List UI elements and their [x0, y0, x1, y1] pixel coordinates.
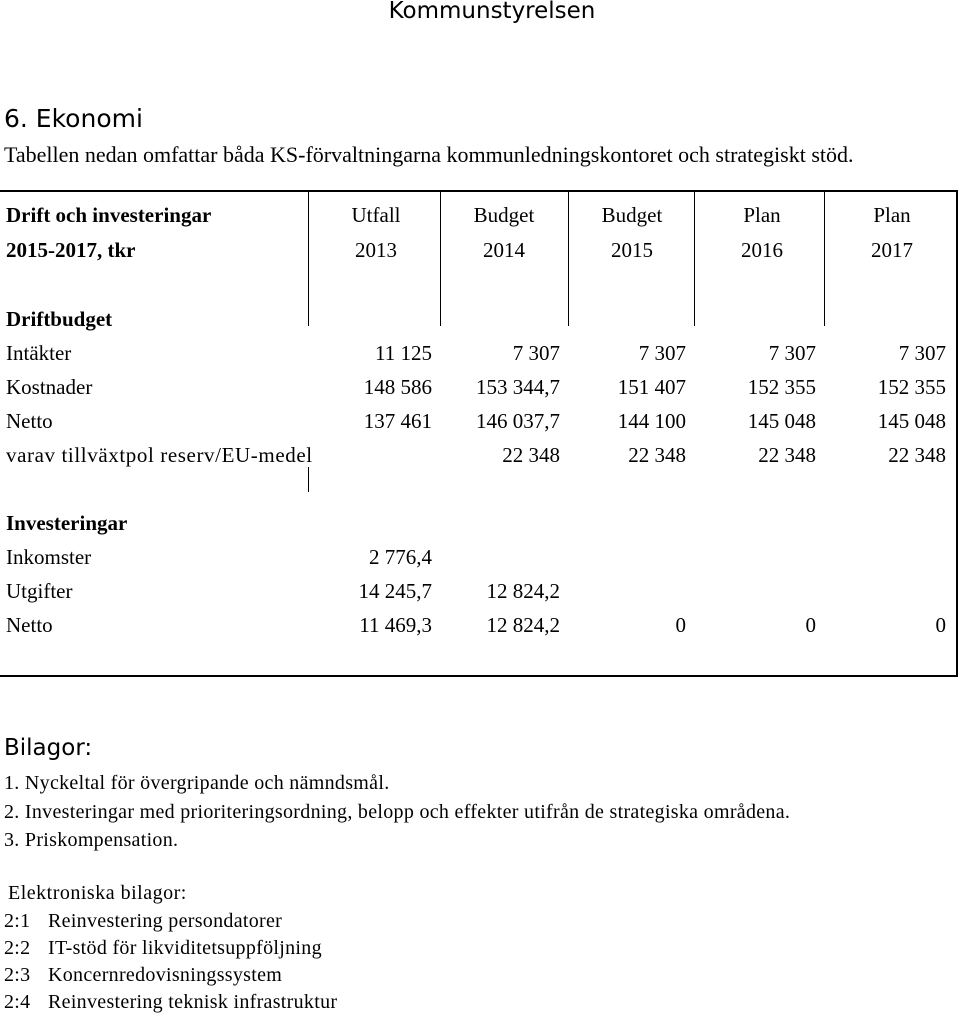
table-cell: 151 407 — [617, 375, 686, 399]
electronic-appendix-item — [4, 964, 282, 987]
table-cell: 137 461 — [363, 409, 432, 433]
item-text: Reinvestering persondatorer — [48, 910, 283, 932]
table-cell: 148 586 — [363, 375, 432, 399]
column-header-year: 2014 — [483, 238, 525, 262]
item-number: 2:4 — [4, 991, 31, 1013]
table-cell: 22 348 — [502, 443, 560, 467]
electronic-appendix-item — [4, 910, 282, 933]
table-cell: 7 307 — [768, 341, 816, 365]
column-divider — [440, 192, 441, 326]
row-label: Utgifter — [6, 579, 73, 603]
column-divider — [694, 192, 695, 326]
row-label: Intäkter — [6, 341, 72, 365]
column-header: Utfall — [351, 203, 401, 227]
column-header-year: 2017 — [871, 238, 913, 262]
table-cell: 152 355 — [747, 375, 816, 399]
row-label: Netto — [6, 613, 53, 637]
item-number: 2:3 — [4, 964, 31, 986]
section-intro: Tabellen nedan omfattar båda KS-förvaltningarna kommunledningskontoret och strategiskt stöd. — [4, 142, 854, 167]
electronic-appendix-item — [4, 937, 322, 960]
table-cell: 145 048 — [877, 409, 946, 433]
budget-table — [0, 190, 958, 677]
appendix-heading: Bilagor: — [4, 735, 93, 761]
table-cell: 22 348 — [888, 443, 946, 467]
table-title-line2: 2015-2017, tkr — [6, 238, 136, 262]
column-header-year: 2013 — [355, 238, 397, 262]
table-title-line1: Drift och investeringar — [6, 203, 212, 227]
table-cell: 0 — [805, 613, 816, 637]
table-cell: 12 824,2 — [486, 613, 560, 637]
column-divider — [308, 467, 309, 492]
table-cell: 0 — [935, 613, 946, 637]
column-divider — [824, 192, 825, 326]
item-text: IT-stöd för likviditetsuppföljning — [48, 937, 322, 959]
table-cell: 22 348 — [758, 443, 816, 467]
column-divider — [308, 192, 309, 326]
table-cell: 145 048 — [747, 409, 816, 433]
section-heading: 6. Ekonomi — [4, 104, 143, 133]
row-label: varav tillväxtpol reserv/EU-medel — [6, 443, 313, 467]
table-cell: 144 100 — [617, 409, 686, 433]
row-label: Netto — [6, 409, 53, 433]
invest-section-heading: Investeringar — [6, 511, 128, 535]
table-cell: 7 307 — [898, 341, 946, 365]
appendix-item: 3. Priskompensation. — [4, 829, 179, 851]
item-number: 2:1 — [4, 910, 31, 932]
table-cell: 12 824,2 — [486, 579, 560, 603]
table-cell: 2 776,4 — [369, 545, 432, 569]
item-text: Reinvestering teknisk infrastruktur — [48, 991, 338, 1013]
item-text: Koncernredovisningssystem — [48, 964, 283, 986]
table-cell: 7 307 — [512, 341, 560, 365]
item-number: 2:2 — [4, 937, 31, 959]
column-divider — [568, 192, 569, 326]
column-header-year: 2016 — [741, 238, 783, 262]
column-header: Budget — [473, 203, 535, 227]
page-header-title: Kommunstyrelsen — [388, 0, 596, 24]
drift-section-heading: Driftbudget — [6, 307, 113, 331]
column-header: Plan — [743, 203, 781, 227]
table-cell: 152 355 — [877, 375, 946, 399]
appendix-item: 1. Nyckeltal för övergripande och nämndsmål. — [4, 772, 390, 794]
electronic-appendix-heading: Elektroniska bilagor: — [8, 882, 187, 904]
row-label: Inkomster — [6, 545, 92, 569]
table-cell: 11 125 — [375, 341, 432, 365]
table-cell: 7 307 — [638, 341, 686, 365]
row-label: Kostnader — [6, 375, 93, 399]
table-cell: 11 469,3 — [359, 613, 432, 637]
table-cell: 153 344,7 — [476, 375, 560, 399]
appendix-item: 2. Investeringar med prioriteringsordning, belopp och effekter utifrån de strategiska områdena. — [4, 801, 791, 823]
column-header: Budget — [601, 203, 663, 227]
column-header: Plan — [873, 203, 911, 227]
table-cell: 146 037,7 — [476, 409, 560, 433]
column-header-year: 2015 — [611, 238, 653, 262]
electronic-appendix-item — [4, 991, 337, 1014]
table-cell: 14 245,7 — [358, 579, 432, 603]
table-cell: 22 348 — [628, 443, 686, 467]
table-cell: 0 — [675, 613, 686, 637]
